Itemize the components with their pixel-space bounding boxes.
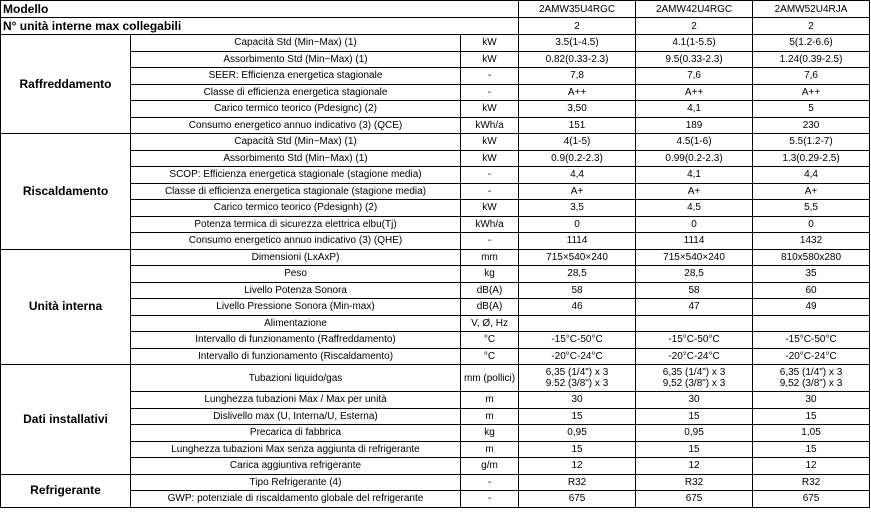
spec-value: 4.5(1-6) <box>636 134 753 151</box>
spec-value: 1,05 <box>753 425 870 442</box>
spec-unit: g/m <box>461 458 519 475</box>
spec-unit: - <box>461 183 519 200</box>
spec-value: 0 <box>753 216 870 233</box>
liquid-pipe-value: 6,35 (1/4") x 3 <box>662 367 726 378</box>
spec-label: Classe di efficienza energetica stagionale (stagione media) <box>131 183 461 200</box>
spec-value: -15°C-50°C <box>519 332 636 349</box>
spec-row <box>1 183 870 200</box>
spec-label: Capacità Std (Min~Max) (1) <box>131 134 461 151</box>
spec-value <box>636 315 753 332</box>
spec-row <box>1 474 870 491</box>
spec-unit: - <box>461 68 519 85</box>
spec-value: 0.82(0.33-2.3) <box>519 51 636 68</box>
spec-value: 810x580x280 <box>753 249 870 266</box>
spec-value: 4,4 <box>753 167 870 184</box>
spec-label: Carico termico teorico (Pdesignh) (2) <box>131 200 461 217</box>
spec-unit: - <box>461 84 519 101</box>
spec-value: -15°C-50°C <box>753 332 870 349</box>
spec-value: 15 <box>636 408 753 425</box>
spec-unit: mm (pollici) <box>461 365 519 392</box>
spec-row <box>1 408 870 425</box>
spec-value: -15°C-50°C <box>636 332 753 349</box>
spec-value: 12 <box>753 458 870 475</box>
model-name: 2AMW35U4RGC <box>519 1 636 18</box>
spec-value: 230 <box>753 117 870 134</box>
spec-value: A+ <box>519 183 636 200</box>
spec-value: 0,95 <box>519 425 636 442</box>
spec-label: Carico termico teorico (Pdesignc) (2) <box>131 101 461 118</box>
spec-value: 15 <box>519 408 636 425</box>
spec-label: Lunghezza tubazioni Max / Max per unità <box>131 392 461 409</box>
spec-value: R32 <box>636 474 753 491</box>
spec-value: 15 <box>636 441 753 458</box>
spec-label: Assorbimento Std (Min~Max) (1) <box>131 51 461 68</box>
spec-value: 1432 <box>753 233 870 250</box>
spec-value: 4(1-5) <box>519 134 636 151</box>
spec-value: 60 <box>753 282 870 299</box>
spec-value: 15 <box>753 408 870 425</box>
spec-row <box>1 233 870 250</box>
spec-row <box>1 216 870 233</box>
spec-value: 5(1.2-6.6) <box>753 35 870 52</box>
model-label: Modello <box>1 1 519 18</box>
spec-value: 675 <box>636 491 753 508</box>
spec-label: SEER: Efficienza energetica stagionale <box>131 68 461 85</box>
spec-value: -20°C-24°C <box>519 348 636 365</box>
spec-value: 675 <box>519 491 636 508</box>
spec-value: 3.5(1-4.5) <box>519 35 636 52</box>
spec-value: -20°C-24°C <box>753 348 870 365</box>
section-title: Raffreddamento <box>1 35 131 134</box>
spec-value: 5.5(1.2-7) <box>753 134 870 151</box>
spec-value: 30 <box>636 392 753 409</box>
spec-value: 715×540×240 <box>636 249 753 266</box>
spec-row <box>1 332 870 349</box>
spec-label: Dislivello max (U, Interna/U, Esterna) <box>131 408 461 425</box>
spec-unit: kW <box>461 51 519 68</box>
spec-row <box>1 458 870 475</box>
spec-unit: mm <box>461 249 519 266</box>
spec-row <box>1 200 870 217</box>
spec-unit: - <box>461 474 519 491</box>
spec-value: -20°C-24°C <box>636 348 753 365</box>
spec-row <box>1 84 870 101</box>
section-title: Unità interna <box>1 249 131 365</box>
section-title: Riscaldamento <box>1 134 131 250</box>
spec-value <box>519 365 636 392</box>
spec-row <box>1 365 870 392</box>
spec-value: 12 <box>636 458 753 475</box>
spec-value: 3,5 <box>519 200 636 217</box>
spec-value: 47 <box>636 299 753 316</box>
spec-label: Assorbimento Std (Min~Max) (1) <box>131 150 461 167</box>
gas-pipe-value: 9,52 (3/8") x 3 <box>662 378 726 389</box>
spec-value: 3,50 <box>519 101 636 118</box>
spec-row <box>1 117 870 134</box>
spec-value: 5 <box>753 101 870 118</box>
spec-value <box>753 315 870 332</box>
spec-unit: kW <box>461 101 519 118</box>
model-row <box>1 1 870 18</box>
spec-value: 1114 <box>519 233 636 250</box>
spec-unit: - <box>461 233 519 250</box>
spec-label: Precarica di fabbrica <box>131 425 461 442</box>
spec-label: Intervallo di funzionamento (Riscaldamento) <box>131 348 461 365</box>
max-units-row <box>1 18 870 35</box>
spec-row <box>1 425 870 442</box>
spec-label: Alimentazione <box>131 315 461 332</box>
section-title: Dati installativi <box>1 365 131 475</box>
spec-value <box>519 315 636 332</box>
spec-unit: kWh/a <box>461 216 519 233</box>
spec-unit: m <box>461 408 519 425</box>
spec-value: 4,1 <box>636 101 753 118</box>
spec-unit: kg <box>461 266 519 283</box>
spec-label: Peso <box>131 266 461 283</box>
spec-value: R32 <box>753 474 870 491</box>
spec-value: A+ <box>636 183 753 200</box>
spec-row <box>1 68 870 85</box>
liquid-pipe-value: 6,35 (1/4") x 3 <box>779 367 843 378</box>
spec-label: Potenza termica di sicurezza elettrica elbu(Tj) <box>131 216 461 233</box>
spec-label: Livello Pressione Sonora (Min-max) <box>131 299 461 316</box>
gas-pipe-value: 9,52 (3/8") x 3 <box>779 378 843 389</box>
spec-value: 675 <box>753 491 870 508</box>
spec-label: Carica aggiuntiva refrigerante <box>131 458 461 475</box>
spec-unit: V, Ø, Hz <box>461 315 519 332</box>
spec-value: 0 <box>519 216 636 233</box>
spec-label: Lunghezza tubazioni Max senza aggiunta di refrigerante <box>131 441 461 458</box>
spec-label: Intervallo di funzionamento (Raffreddamento) <box>131 332 461 349</box>
spec-row <box>1 167 870 184</box>
spec-value: 4,5 <box>636 200 753 217</box>
spec-value: 9.5(0.33-2.3) <box>636 51 753 68</box>
spec-value: 0.99(0.2-2.3) <box>636 150 753 167</box>
spec-label: Classe di efficienza energetica stagionale <box>131 84 461 101</box>
spec-value: 0.9(0.2-2.3) <box>519 150 636 167</box>
spec-value <box>636 365 753 392</box>
spec-value: 15 <box>519 441 636 458</box>
max-units-label: N° unità interne max collegabili <box>1 18 519 35</box>
spec-label: Dimensioni (LxAxP) <box>131 249 461 266</box>
spec-unit: kg <box>461 425 519 442</box>
spec-unit: °C <box>461 348 519 365</box>
spec-value: 1.24(0.39-2.5) <box>753 51 870 68</box>
spec-value: 4.1(1-5.5) <box>636 35 753 52</box>
specifications-body <box>1 1 870 508</box>
spec-unit: °C <box>461 332 519 349</box>
spec-value: 58 <box>636 282 753 299</box>
spec-row <box>1 392 870 409</box>
spec-label: Consumo energetico annuo indicativo (3) (QCE) <box>131 117 461 134</box>
spec-row <box>1 348 870 365</box>
spec-value: 30 <box>519 392 636 409</box>
spec-row <box>1 299 870 316</box>
spec-value: 5,5 <box>753 200 870 217</box>
gas-pipe-value: 9.52 (3/8") x 3 <box>545 378 609 389</box>
spec-value <box>753 365 870 392</box>
spec-value: 28,5 <box>519 266 636 283</box>
spec-unit: - <box>461 491 519 508</box>
spec-value: 1114 <box>636 233 753 250</box>
spec-row <box>1 441 870 458</box>
max-units-value: 2 <box>636 18 753 35</box>
spec-row <box>1 134 870 151</box>
spec-unit: dB(A) <box>461 282 519 299</box>
spec-value: 4,4 <box>519 167 636 184</box>
spec-row <box>1 35 870 52</box>
spec-value: 49 <box>753 299 870 316</box>
spec-row <box>1 266 870 283</box>
spec-unit: kW <box>461 150 519 167</box>
spec-row <box>1 282 870 299</box>
max-units-value: 2 <box>753 18 870 35</box>
max-units-value: 2 <box>519 18 636 35</box>
spec-value: A++ <box>636 84 753 101</box>
spec-value: 7,8 <box>519 68 636 85</box>
liquid-pipe-value: 6,35 (1/4") x 3 <box>545 367 609 378</box>
spec-value: 30 <box>753 392 870 409</box>
spec-row <box>1 51 870 68</box>
spec-value: A++ <box>753 84 870 101</box>
model-name: 2AMW52U4RJA <box>753 1 870 18</box>
spec-unit: kW <box>461 200 519 217</box>
spec-unit: - <box>461 167 519 184</box>
spec-value: 715×540×240 <box>519 249 636 266</box>
spec-label: Tubazioni liquido/gas <box>131 365 461 392</box>
spec-label: SCOP: Efficienza energetica stagionale (stagione media) <box>131 167 461 184</box>
spec-value: 151 <box>519 117 636 134</box>
spec-value: 15 <box>753 441 870 458</box>
spec-value: A+ <box>753 183 870 200</box>
spec-value: 0,95 <box>636 425 753 442</box>
spec-unit: m <box>461 441 519 458</box>
spec-row <box>1 315 870 332</box>
spec-value: 35 <box>753 266 870 283</box>
spec-unit: kW <box>461 134 519 151</box>
spec-value: 46 <box>519 299 636 316</box>
spec-value: 7,6 <box>636 68 753 85</box>
spec-value: R32 <box>519 474 636 491</box>
spec-label: Tipo Refrigerante (4) <box>131 474 461 491</box>
spec-unit: dB(A) <box>461 299 519 316</box>
spec-label: GWP: potenziale di riscaldamento globale del refrigerante <box>131 491 461 508</box>
spec-value: 0 <box>636 216 753 233</box>
spec-value: 12 <box>519 458 636 475</box>
spec-value: 58 <box>519 282 636 299</box>
spec-value: 1.3(0.29-2.5) <box>753 150 870 167</box>
spec-unit: kWh/a <box>461 117 519 134</box>
section-title: Refrigerante <box>1 474 131 507</box>
spec-value: 4,1 <box>636 167 753 184</box>
spec-label: Capacità Std (Min~Max) (1) <box>131 35 461 52</box>
spec-label: Livello Potenza Sonora <box>131 282 461 299</box>
spec-row <box>1 101 870 118</box>
spec-row <box>1 150 870 167</box>
model-name: 2AMW42U4RGC <box>636 1 753 18</box>
spec-value: 7,6 <box>753 68 870 85</box>
spec-value: 189 <box>636 117 753 134</box>
spec-row <box>1 249 870 266</box>
spec-row <box>1 491 870 508</box>
spec-label: Consumo energetico annuo indicativo (3) (QHE) <box>131 233 461 250</box>
spec-unit: m <box>461 392 519 409</box>
spec-unit: kW <box>461 35 519 52</box>
spec-value: A++ <box>519 84 636 101</box>
spec-value: 28,5 <box>636 266 753 283</box>
